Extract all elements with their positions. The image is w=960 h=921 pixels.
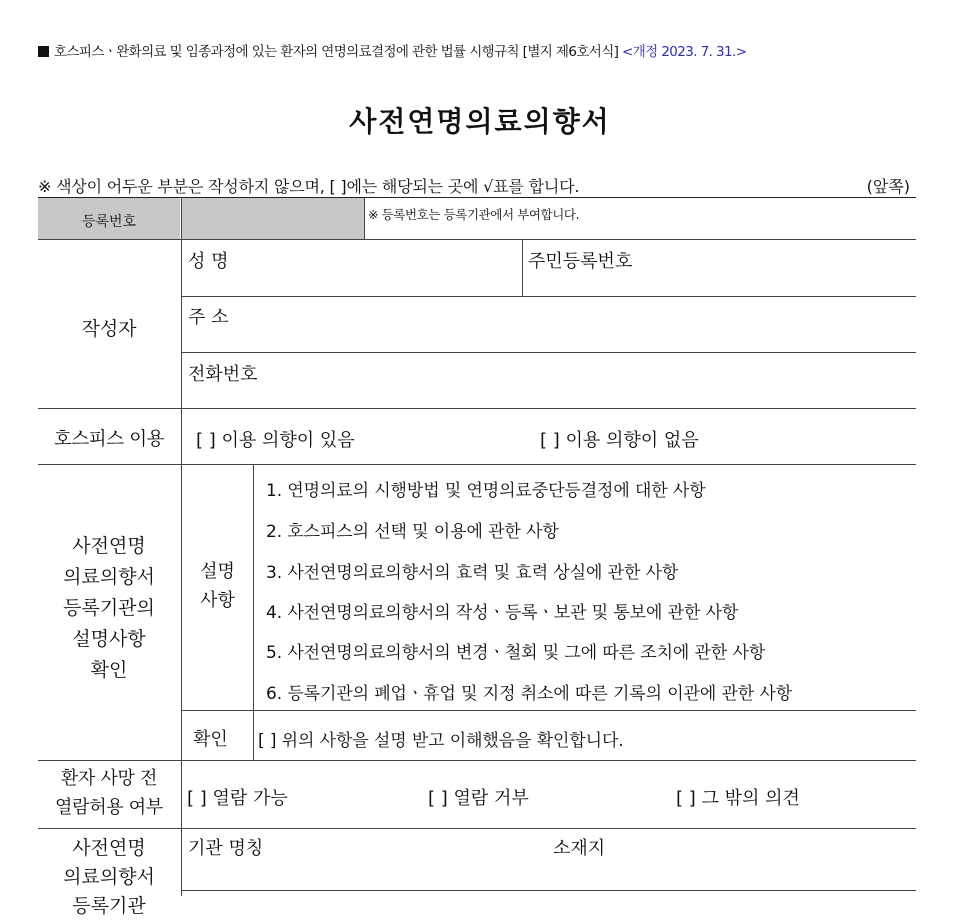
viewing-other-checkbox[interactable]: [ ] 그 밖의 의견 <box>676 788 800 809</box>
institution-label-line: 의료의향서 <box>63 866 155 888</box>
explanation-sub-label-line: 설명 <box>200 561 235 582</box>
explanation-item: 5. 사전연명의료의향서의 변경ㆍ철회 및 그에 따른 조치에 관한 사항 <box>266 643 766 663</box>
table-top-border <box>38 197 916 198</box>
viewing-allow-checkbox[interactable]: [ ] 열람 가능 <box>187 788 288 809</box>
explanation-sub-label <box>182 557 253 615</box>
address-field[interactable] <box>250 299 910 349</box>
name-label: 성 명 <box>188 251 229 272</box>
form-header <box>38 40 746 60</box>
hospice-label: 호스피스 이용 <box>53 429 165 450</box>
phone-field[interactable] <box>270 355 910 405</box>
row-divider <box>181 890 916 891</box>
explanation-item: 1. 연명의료의 시행방법 및 연명의료중단등결정에 대한 사항 <box>266 481 706 501</box>
row-divider <box>181 710 916 711</box>
square-bullet-icon <box>38 46 49 57</box>
row-divider <box>38 239 916 240</box>
instruction-note: ※ 색상이 어두운 부분은 작성하지 않으며, [ ]에는 해당되는 곳에 √표를 합니다. <box>38 177 580 196</box>
row-divider <box>38 408 916 409</box>
institution-label-line: 등록기관 <box>72 895 146 917</box>
registration-label: 등록번호 <box>81 214 137 230</box>
explanation-label-line: 등록기관의 <box>63 597 155 619</box>
explanation-label-line: 설명사항 <box>72 628 146 650</box>
confirm-checkbox[interactable]: [ ] 위의 사항을 설명 받고 이해했음을 확인합니다. <box>258 731 624 751</box>
institution-label <box>38 834 180 921</box>
phone-label: 전화번호 <box>188 364 258 385</box>
explanation-label <box>38 531 180 686</box>
explanation-item: 3. 사전연명의료의향서의 효력 및 효력 상실에 관한 사항 <box>266 563 679 583</box>
column-divider <box>253 464 254 760</box>
law-reference: 호스피스ㆍ완화의료 및 임종과정에 있는 환자의 연명의료결정에 관한 법률 시행규칙 [별지 제6호서식] <box>54 44 619 60</box>
explanation-item: 4. 사전연명의료의향서의 작성ㆍ등록ㆍ보관 및 통보에 관한 사항 <box>266 603 739 623</box>
hospice-no-checkbox[interactable]: [ ] 이용 의향이 없음 <box>540 430 699 451</box>
institution-name-label: 기관 명칭 <box>188 838 264 859</box>
author-label: 작성자 <box>81 318 137 340</box>
revision-date: <개정 2023. 7. 31.> <box>622 44 747 60</box>
viewing-label <box>38 764 180 822</box>
registration-number-field <box>181 198 364 239</box>
confirm-label: 확인 <box>193 729 228 750</box>
registration-note: ※ 등록번호는 등록기관에서 부여합니다. <box>368 207 580 222</box>
row-divider <box>181 296 916 297</box>
column-divider <box>181 197 182 896</box>
rrn-field[interactable] <box>650 242 910 292</box>
row-divider <box>181 352 916 353</box>
institution-label-line: 사전연명 <box>72 837 146 859</box>
explanation-item: 2. 호스피스의 선택 및 이용에 관한 사항 <box>266 522 559 542</box>
explanation-sub-label-line: 사항 <box>200 590 235 611</box>
row-divider <box>38 464 916 465</box>
viewing-label-line: 환자 사망 전 <box>60 768 158 789</box>
row-divider <box>38 828 916 829</box>
hospice-yes-checkbox[interactable]: [ ] 이용 의향이 있음 <box>196 430 355 451</box>
explanation-label-line: 확인 <box>90 659 128 681</box>
column-divider <box>522 239 523 296</box>
explanation-label-line: 사전연명 <box>72 535 146 557</box>
institution-location-label: 소재지 <box>553 838 606 859</box>
page-title: 사전연명의료의향서 <box>349 105 611 138</box>
explanation-item: 6. 등록기관의 폐업ㆍ휴업 및 지정 취소에 따른 기록의 이관에 관한 사항 <box>266 684 793 704</box>
name-field[interactable] <box>250 242 516 292</box>
column-divider <box>364 197 365 239</box>
row-divider <box>38 760 916 761</box>
address-label: 주 소 <box>188 307 229 328</box>
viewing-deny-checkbox[interactable]: [ ] 열람 거부 <box>428 788 529 809</box>
rrn-label: 주민등록번호 <box>528 251 633 272</box>
page-side-label: (앞쪽) <box>866 177 910 196</box>
viewing-label-line: 열람허용 여부 <box>55 797 163 818</box>
explanation-label-line: 의료의향서 <box>63 566 155 588</box>
